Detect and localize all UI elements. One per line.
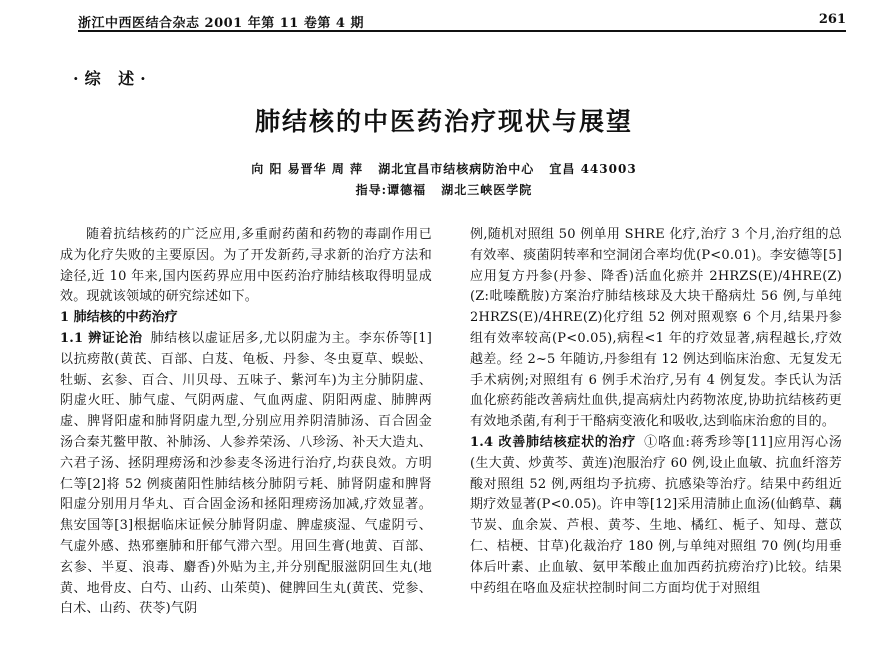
subsection-1-4 bbox=[470, 433, 842, 599]
article-title: 肺结核的中医药治疗现状与展望 bbox=[254, 107, 633, 136]
advisor-affiliation: 湖北三峡医学院 bbox=[441, 183, 533, 197]
section-heading-1: 1 肺结核的中药治疗 bbox=[60, 310, 178, 326]
author-names: 向 阳 易晋华 周 萍 bbox=[251, 162, 364, 176]
subsection-1-1-label: 1.1 辨证论治 bbox=[60, 330, 143, 346]
section-tag: ·综 述· bbox=[73, 69, 152, 88]
right-column bbox=[470, 225, 842, 599]
subsection-1-1 bbox=[60, 329, 432, 620]
author-city: 宜昌 443003 bbox=[549, 162, 637, 176]
continued-paragraph: 例,随机对照组 50 例单用 SHRE 化疗,治疗 3 个月,治疗组的总有效率、痰菌阴转率和空洞闭合率均优(P<0.01)。李安德等[5]应用复方丹参(丹参、降香)活血化瘀并 2HRZS(E)/4HRE(Z)(Z:吡嗪酰胺)方案治疗肺结核球及大块干酪病灶 56 例,与单纯 2HRZS(E)/4HRE(Z)化疗组 52 例对照观察 6 个月,结果丹参组有效率较高(P<0.05),病程<1 年的疗效显著,病程越长,疗效越差。经 2~5 年随访,丹参组有 12 例达到临床治愈、无复发无手术病例;对照组有 6 例手术治疗,另有 4 例复发。李氏认为活血化瘀药能改善病灶血供,提高病灶内药物浓度,协助抗结核药更有效地杀菌,有利于干酪病变液化和吸收,达到临床治愈的目的。 bbox=[470, 227, 842, 430]
subsection-1-4-text: ①咯血:蒋秀珍等[11]应用泻心汤(生大黄、炒黄芩、黄连)泡服治疗 60 例,设止血敏、抗血纤溶芳酸对照组 52 例,两组均予抗痨、抗感染等治疗。结果中药组近期疗效显著(P<0.05)。许申等[12]采用清肺止血汤(仙鹤草、藕节炭、血余炭、芦根、黄芩、生地、橘红、栀子、知母、薏苡仁、桔梗、甘草)化裁治疗 180 例,与单纯对照组 70 例(均用垂体后叶素、止血敏、氨甲苯酸止血加西药抗痨治疗)比较。结果中药组在咯血及症状控制时间二方面均优于对照组 bbox=[470, 434, 842, 596]
author-affiliation: 湖北宜昌市结核病防治中心 bbox=[378, 162, 535, 176]
running-head bbox=[78, 10, 846, 32]
advisor-line bbox=[0, 181, 888, 198]
subsection-1-1-text: 肺结核以虚证居多,尤以阴虚为主。李东侨等[1]以抗痨散(黄芪、百部、白芨、龟板、丹参、冬虫夏草、蜈蚣、牡蛎、玄参、百合、川贝母、五味子、紫河车)为主分肺阴虚、阴虚火旺、肺气虚、气阴两虚、气血两虚、阴阳两虚、肺脾两虚、脾肾阳虚和肺肾阴虚九型,分别应用养阴清肺汤、百合固金汤合秦艽鳖甲散、补肺汤、人参养荣汤、八珍汤、补天大造丸、六君子汤、拯阴理痨汤和沙参麦冬汤进行治疗,均获良效。方明仁等[2]将 52 例痰菌阳性肺结核分肺阴亏耗、肺肾阴虚和脾肾阳虚分别用月华丸、百合固金汤和拯阳理痨汤加减,疗效显著。焦安国等[3]根据临床证候分肺肾阴虚、脾虚痰湿、气虚阴亏、气虚外感、热邪壅肺和肝郁气滞六型。用回生膏(地黄、百部、玄参、半夏、浪毒、麝香)外贴为主,并分别配服滋阴回生丸(地黄、地骨皮、白芍、山药、山茱萸)、健脾回生丸(黄芪、党参、白术、山药、茯苓)气阴 bbox=[60, 330, 432, 617]
left-column bbox=[60, 225, 432, 620]
author-line bbox=[0, 160, 888, 177]
journal-citation: 浙江中西医结合杂志 2001 年第 11 卷第 4 期 bbox=[78, 16, 364, 31]
intro-paragraph: 随着抗结核药的广泛应用,多重耐药菌和药物的毒副作用已成为化疗失败的主要原因。为了开发新药,寻求新的治疗方法和途径,近 10 年来,国内医药界应用中医药治疗肺结核取得明显成效。现就该领域的研究综述如下。 bbox=[60, 227, 432, 305]
page-number: 261 bbox=[818, 12, 846, 27]
advisor-name: 指导:谭德福 bbox=[355, 183, 427, 197]
subsection-1-4-label: 1.4 改善肺结核症状的治疗 bbox=[470, 434, 637, 450]
